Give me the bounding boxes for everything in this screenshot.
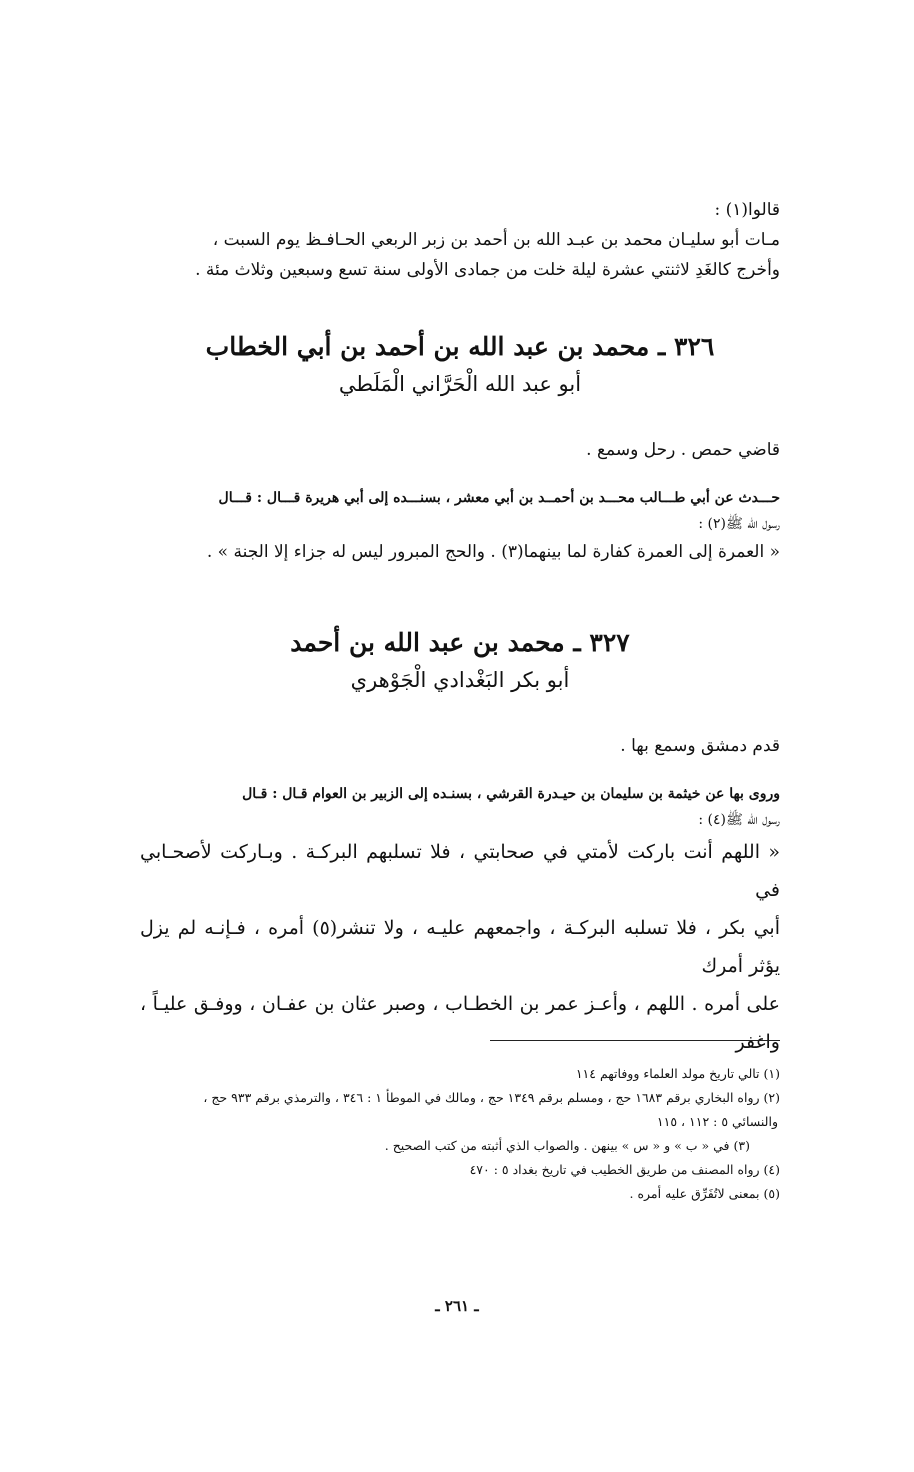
footnote: (٤) رواه المصنف من طريق الخطيب في تاريخ بغداد ٥ : ٤٧٠ (469, 1162, 780, 1177)
entry-327-hadith-line: « اللهم أنت باركت لأمتي في صحابتي ، فلا تسلبهم البركـة . وبـاركت لأصحـابي في (140, 841, 780, 901)
entry-327-title: ٣٢٧ ـ محمد بن عبد الله بن أحمد (290, 628, 630, 657)
entry-326-description: قاضي حمص . رحل وسمع . (586, 440, 780, 460)
entry-327-hadith-line: أبي بكر ، فلا تسلبه البركـة ، واجمعهم عليـه ، ولا تنشر(٥) أمره ، فـإنـه لم يزل يؤثر أمرك (140, 917, 780, 977)
footnotes (140, 1040, 780, 1206)
paragraph-line: وأخرج كالغَدِ لاثنتي عشرة ليلة خلت من جمادى الأولى سنة تسع وسبعين وثلاث مئة . (195, 260, 780, 280)
entry-326-title: ٣٢٦ ـ محمد بن عبد الله بن أحمد بن أبي الخطاب (205, 332, 715, 361)
entry-326-hadith: « العمرة إلى العمرة كفارة لما بينهما(٣) . والحج المبرور ليس له جزاء إلا الجنة » . (206, 542, 780, 562)
paragraph-line: مـات أبو سليـان محمد بن عبـد الله بن أحمد بن زبر الربعي الحـافـظ يوم السبت ، (212, 230, 780, 250)
entry-326-isnad: حـــدث عن أبي طـــالب محـــد بن أحمــد بن أبي معشر ، بسنـــده إلى أبي هريرة قـــال : قـــال (218, 490, 780, 506)
footnote-continuation: والنسائي ٥ : ١١٢ ، ١١٥ (656, 1114, 778, 1129)
entry-326-isnad-end: رسول الله ﷺ(٢) : (698, 516, 780, 532)
page-number: ـ ٢٦١ ـ (435, 1297, 479, 1315)
entry-327-description: قدم دمشق وسمع بها . (620, 736, 780, 756)
entry-327-hadith-line: على أمره . اللهم ، وأعـز عمر بن الخطـاب ، وصبر عثان بن عفـان ، ووفـق عليـاً ، واغفر (140, 993, 780, 1053)
entry-326-subtitle: أبو عبد الله الْحَرَّاني الْمَلَطي (338, 372, 582, 396)
entry-327-subtitle: أبو بكر البَغْدادي الْجَوْهري (350, 668, 570, 692)
footnote: (٢) رواه البخاري برقم ١٦٨٣ حج ، ومسلم برقم ١٣٤٩ حج ، ومالك في الموطأ ١ : ٣٤٦ ، والترمذي برقم ٩٣٣ حج ، (203, 1090, 780, 1105)
page-body (140, 195, 780, 1061)
intro-line: قالوا(١) : (714, 200, 780, 220)
footnote-divider (490, 1040, 780, 1041)
entry-327-isnad-end: رسول الله ﷺ(٤) : (698, 812, 780, 828)
footnote: (٥) بمعنى لاتُفَرِّق عليه أمره . (629, 1186, 780, 1201)
entry-327-isnad: وروى بها عن خيثمة بن سليمان بن حيـدرة القرشي ، بسنـده إلى الزبير بن العوام قـال : قـال (242, 786, 780, 802)
footnote: (١) تالي تاريخ مولد العلماء ووفاتهم ١١٤ (575, 1066, 780, 1081)
footnote: (٣) في « ب » و « س » بينهن . والصواب الذي أثبته من كتب الصحيح . (384, 1138, 750, 1153)
